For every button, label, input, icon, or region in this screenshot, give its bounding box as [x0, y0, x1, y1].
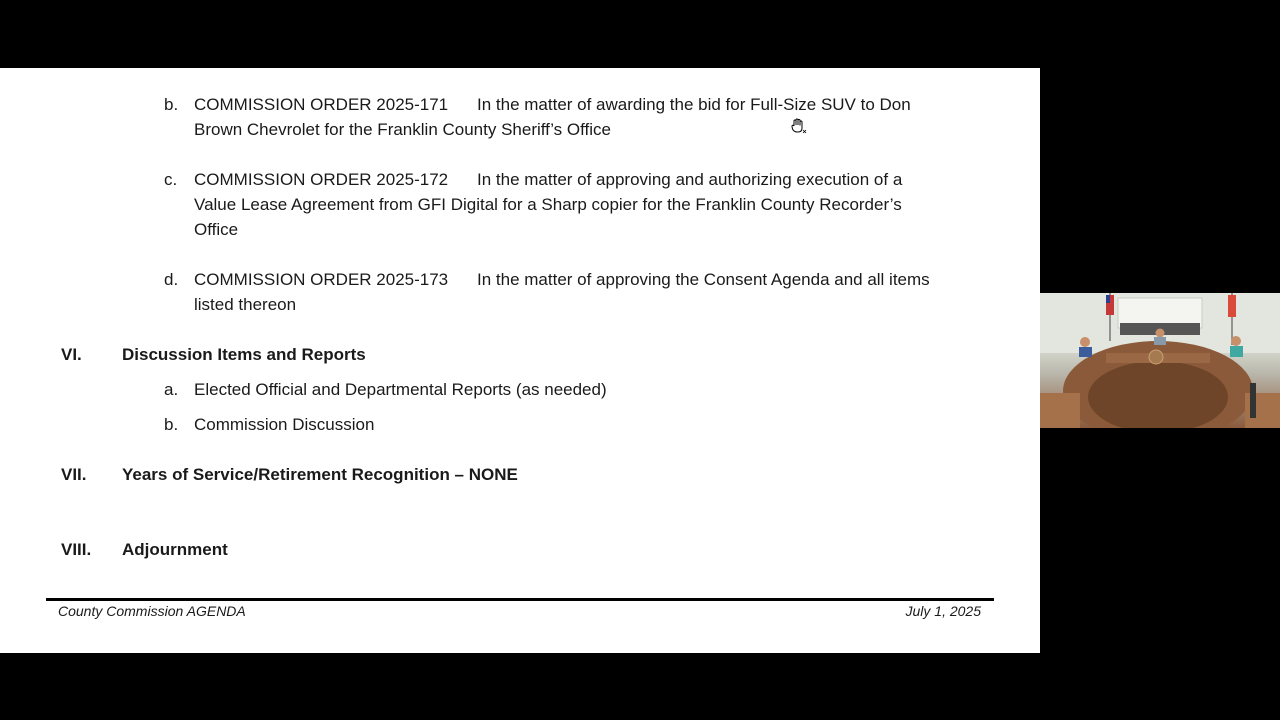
- section-heading: Adjournment: [122, 540, 228, 559]
- footer-date: July 1, 2025: [905, 603, 981, 619]
- subitem-text: Elected Official and Departmental Reports (as needed): [194, 380, 607, 399]
- subitem-text: Commission Discussion: [194, 415, 375, 434]
- meeting-room-image: [1040, 293, 1280, 428]
- section-numeral: VIII.: [61, 540, 92, 559]
- meeting-video-thumbnail[interactable]: [1040, 293, 1280, 428]
- item-text-continued: Brown Chevrolet for the Franklin County Sheriff’s Office: [194, 120, 611, 139]
- commission-order-id: COMMISSION ORDER 2025-173: [194, 270, 449, 289]
- commission-order-id: COMMISSION ORDER 2025-172: [194, 170, 449, 189]
- hand-cursor-icon: [789, 117, 807, 135]
- item-text: In the matter of awarding the bid for Full-Size SUV to Don: [477, 95, 911, 114]
- footer-rule: [46, 598, 994, 601]
- section-numeral: VI.: [61, 345, 82, 364]
- section-numeral: VII.: [61, 465, 87, 484]
- item-text-continued: listed thereon: [194, 295, 297, 314]
- item-text: In the matter of approving the Consent Agenda and all items: [477, 270, 930, 289]
- footer-left: County Commission AGENDA: [58, 603, 246, 619]
- agenda-document: [0, 68, 1040, 653]
- agenda-item-line: [194, 92, 911, 117]
- item-letter: d.: [164, 270, 179, 289]
- agenda-item-line: [194, 167, 902, 192]
- item-text-continued: Value Lease Agreement from GFI Digital for a Sharp copier for the Franklin County Recorder’s: [194, 195, 902, 214]
- item-letter: b.: [164, 95, 179, 114]
- commission-order-id: COMMISSION ORDER 2025-171: [194, 95, 449, 114]
- section-heading: Years of Service/Retirement Recognition – NONE: [122, 465, 518, 484]
- item-letter: c.: [164, 170, 178, 189]
- section-heading: Discussion Items and Reports: [122, 345, 366, 364]
- agenda-item-line: [194, 267, 930, 292]
- item-text-continued: Office: [194, 220, 239, 239]
- item-letter: a.: [164, 380, 179, 399]
- item-text: In the matter of approving and authorizing execution of a: [477, 170, 903, 189]
- item-letter: b.: [164, 415, 179, 434]
